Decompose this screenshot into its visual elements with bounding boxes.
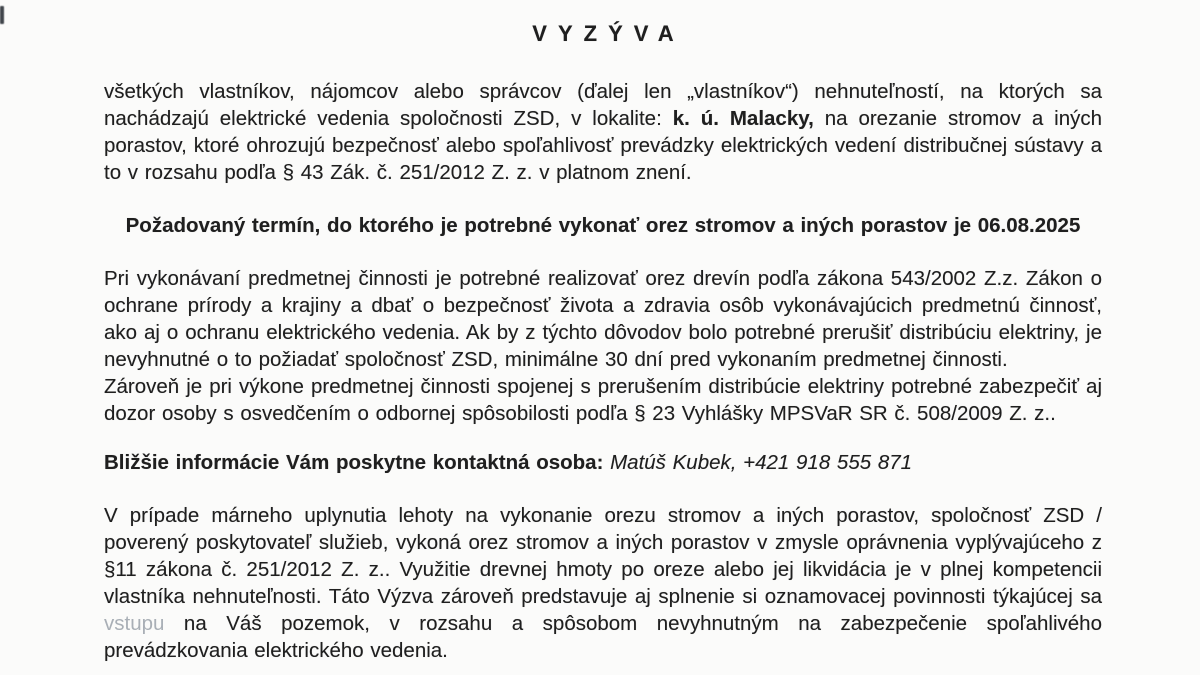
text-segment-normal: V prípade márneho uplynutia lehoty na vykonanie orezu stromov a iných porastov, spoločnosť ZSD / poverený poskytovateľ služieb, vykoná orez stromov a iných porastov v zmysle oprávnenia vyplývajúceho z §11 zákona č. 251/2012 Z. z.. Využitie drevnej hmoty po oreze alebo jej likvidácia je v plnej kompetencii vlastníka nehnuteľnosti. Táto Výzva zároveň predstavuje aj splnenie si oznamovacej povinnosti týkajúcej sa (104, 504, 1102, 608)
text-segment-normal: všetkých vlastníkov, nájomcov alebo správcov (ďalej len „vlastníkov“) nehnuteľností, na ktorých sa nachádzajú elektrické vedenia spoločnosti ZSD, v lokalite: (104, 80, 1102, 130)
paragraph-consequences (104, 502, 1102, 664)
text-segment-normal: Pri vykonávaní predmetnej činnosti je potrebné realizovať orez drevín podľa zákona 543/2002 Z.z. Zákon o ochrane prírody a krajiny a dbať o bezpečnosť života a zdravia osôb vykonávajúcich predmetnú činnosť, ako aj o ochranu elektrického vedenia. Ak by z týchto dôvodov bolo potrebné prerušiť distribúciu elektriny, je nevyhnutné o to požiadať spoločnosť ZSD, minimálne 30 dní pred vykonaním predmetnej činnosti. (104, 267, 1102, 371)
paragraph-contact (104, 449, 1102, 476)
document-body (104, 78, 1102, 664)
document-title: VYZÝVA (532, 21, 685, 46)
text-segment-normal: Zároveň je pri výkone predmetnej činnosti spojenej s prerušením distribúcie elektriny potrebné zabezpečiť aj dozor osoby s osvedčením o odbornej spôsobilosti podľa § 23 Vyhlášky MPSVaR SR č. 508/2009 Z. z.. (104, 375, 1102, 425)
scan-artifact-smudge (0, 6, 4, 24)
paragraph-deadline (104, 212, 1102, 239)
text-segment-normal: na orezanie stromov a iných porastov, ktoré ohrozujú bezpečnosť alebo spoľahlivosť prevádzky elektrických vedení distribučnej sústavy a to v rozsahu podľa § 43 Zák. č. 251/2012 Z. z. v platnom znení. (104, 107, 1102, 184)
text-segment-italic: Matúš Kubek, +421 918 555 871 (610, 451, 913, 474)
text-segment-bold: Požadovaný termín, do ktorého je potrebné vykonať orez stromov a iných porastov je 06.08.2025 (125, 214, 1081, 237)
paragraph-rules-2 (104, 373, 1102, 427)
text-segment-bold: k. ú. Malacky, (672, 107, 814, 130)
paragraph-rules-1 (104, 265, 1102, 373)
paragraph-intro (104, 78, 1102, 186)
text-segment-normal: na Váš pozemok, v rozsahu a spôsobom nevyhnutným na zabezpečenie spoľahlivého prevádzkovania elektrického vedenia. (104, 612, 1102, 662)
text-segment-bold: Bližšie informácie Vám poskytne kontaktná osoba: (104, 451, 611, 474)
text-segment-faded: vstupu (104, 612, 165, 635)
